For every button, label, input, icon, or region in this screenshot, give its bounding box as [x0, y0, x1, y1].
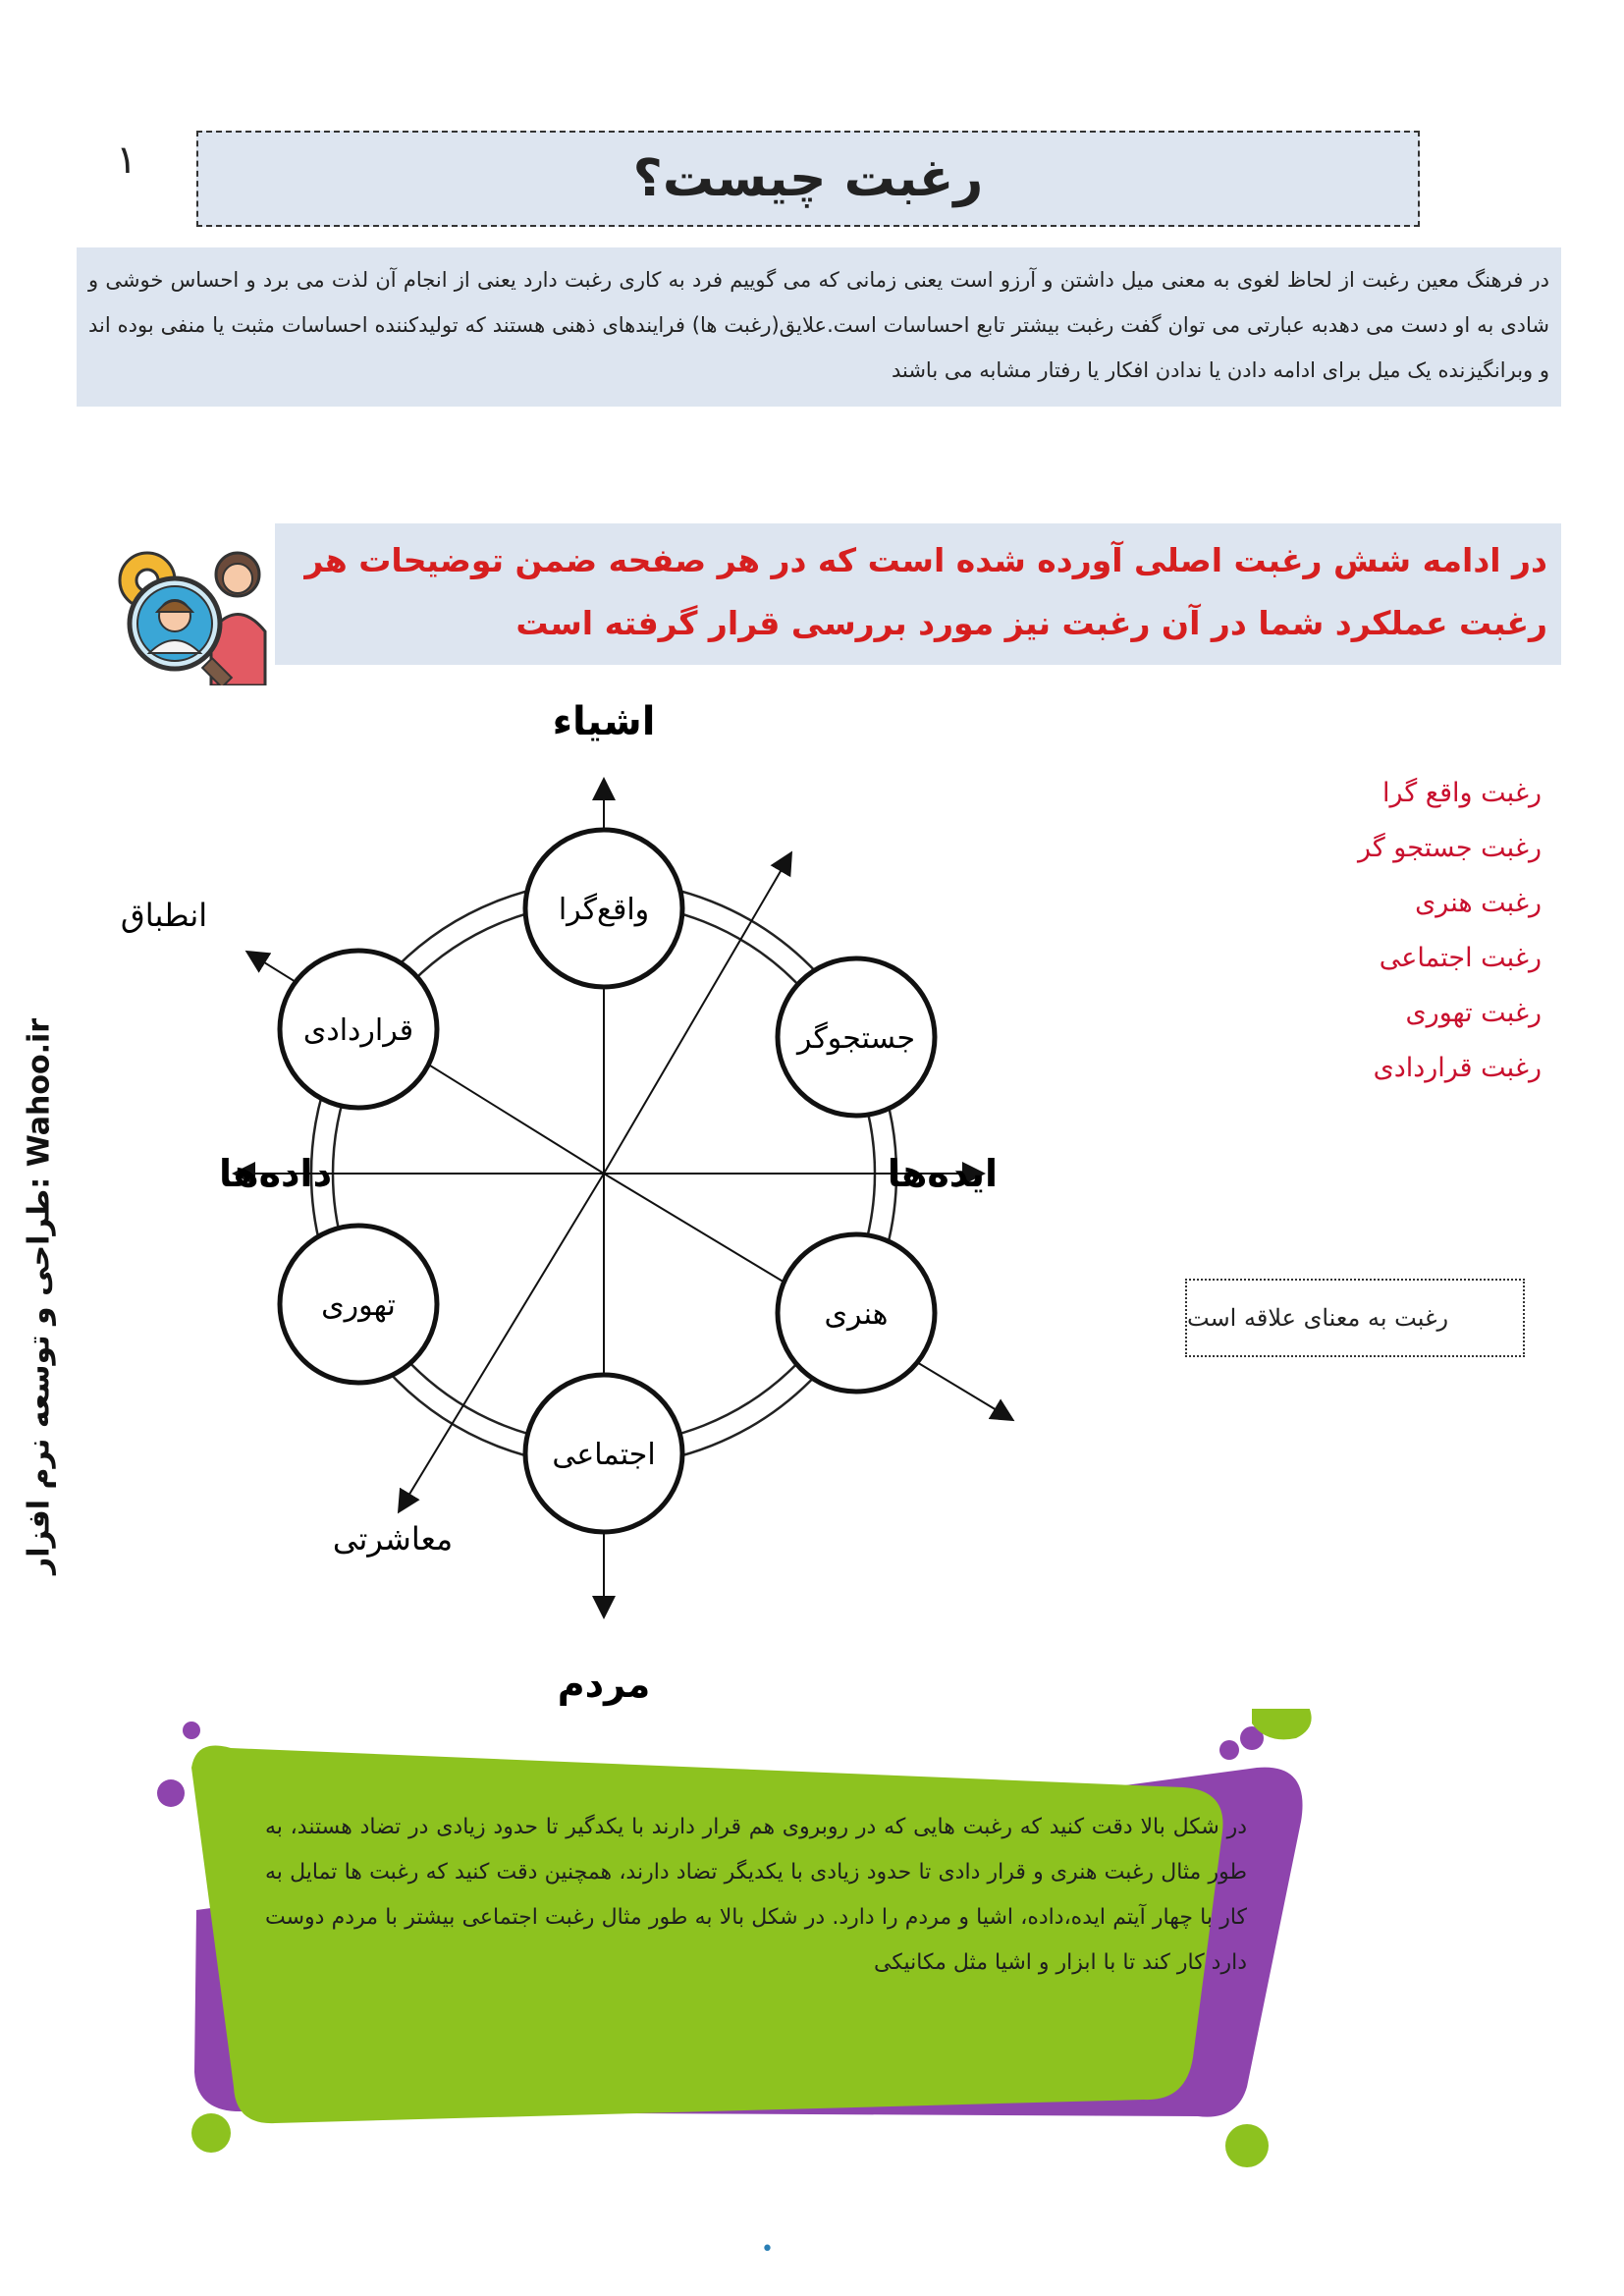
blob-dot — [183, 1722, 200, 1739]
circle-investigative-label: جستجوگر — [796, 1021, 916, 1056]
definition-note-text: رغبت به معنای علاقه است — [1187, 1304, 1449, 1332]
circle-enterprising-label: تهوری — [321, 1288, 396, 1323]
lead-paragraph: در ادامه شش رغبت اصلی آورده شده است که در هر صفحه ضمن توضیحات هر رغبت عملکرد شما در آن رغبت نیز مورد بررسی قرار گرفته است — [275, 523, 1561, 665]
circle-conventional-label: قراردادی — [302, 1013, 414, 1048]
side-credit-text: طراحی و توسعه نرم افزار: Wahoo.ir — [22, 1017, 57, 1575]
magnifier-icon — [130, 578, 232, 685]
side-credit — [10, 1017, 69, 1575]
diag-label-sociable: معاشرتی — [332, 1520, 454, 1558]
blob-dot — [157, 1779, 185, 1807]
blob-dot — [1225, 2124, 1269, 2167]
axis-label-things: اشیاء — [552, 699, 656, 744]
bottom-paragraph: در شکل بالا دقت کنید که رغبت هایی که در روبروی هم قرار دارند با یکدگیر تا حدود زیادی در تضاد هستند، به طور مثال رغبت هنری و قرار دادی تا حدود زیادی با یکدیگر تضاد دارند، همچنین دقت کنید که رغبت ها تمایل به کار با چهار آیتم ایده،داده، اشیا و مردم را دارد. در شکل بالا به طور مثال رغبت اجتماعی بیشتر با مردم دوست دارد کار کند تا با ابزار و اشیا مثل مکانیکی — [265, 1815, 1247, 1975]
title-box — [196, 131, 1420, 227]
list-item: رغبت تهوری — [1405, 998, 1542, 1028]
list-item: رغبت واقع گرا — [1381, 778, 1542, 808]
people-search-icon — [98, 543, 275, 685]
circle-realistic-label: واقع‌گرا — [558, 893, 650, 927]
circle-enterprising — [280, 1226, 437, 1383]
footer-mark: • — [761, 2237, 774, 2262]
intro-paragraph: در فرهنگ معین رغبت از لحاظ لغوی به معنی میل داشتن و آرزو است یعنی زمانی که می گوییم فرد به کاری رغبت دارد یعنی از انجام آن لذت می برد و احساس خوشی و شادی به او دست می دهدبه عبارتی می توان گفت رغبت بیشتر تابع احساسات است.علایق(رغبت ها) فرایندهای ذهنی هستند که تولیدکننده احساسات مثبت یا منفی بوده اند و وبرانگیزنده یک میل برای ادامه دادن یا ندادن افکار یا رفتار مشابه می باشند — [77, 247, 1561, 407]
circle-investigative — [778, 958, 935, 1116]
holland-hexagon-diagram — [79, 687, 1178, 1719]
circle-artistic-label: هنری — [824, 1297, 889, 1332]
list-item: رغبت هنری — [1415, 888, 1542, 918]
diag-label-adaptation: انطباق — [120, 897, 208, 934]
circle-social-label: اجتماعی — [552, 1438, 656, 1472]
circle-conventional — [280, 951, 437, 1108]
blob-dot — [191, 2113, 231, 2153]
page-number: ۱ — [116, 137, 137, 183]
page-title: رغبت چیست؟ — [632, 149, 984, 208]
axis-label-data: داده‌ها — [219, 1152, 333, 1195]
blob-dot — [1219, 1740, 1239, 1760]
circle-social — [525, 1375, 682, 1532]
list-item: رغبت قراردادی — [1373, 1053, 1542, 1083]
interest-list — [1276, 766, 1542, 1096]
circle-realistic — [525, 830, 682, 987]
list-item: رغبت اجتماعی — [1379, 943, 1542, 973]
axis-label-ideas: ایده‌ها — [887, 1152, 998, 1195]
definition-note — [1185, 1279, 1525, 1357]
circle-artistic — [778, 1234, 935, 1392]
list-item: رغبت جستجو گر — [1357, 833, 1542, 863]
axis-label-people: مردم — [557, 1663, 651, 1706]
